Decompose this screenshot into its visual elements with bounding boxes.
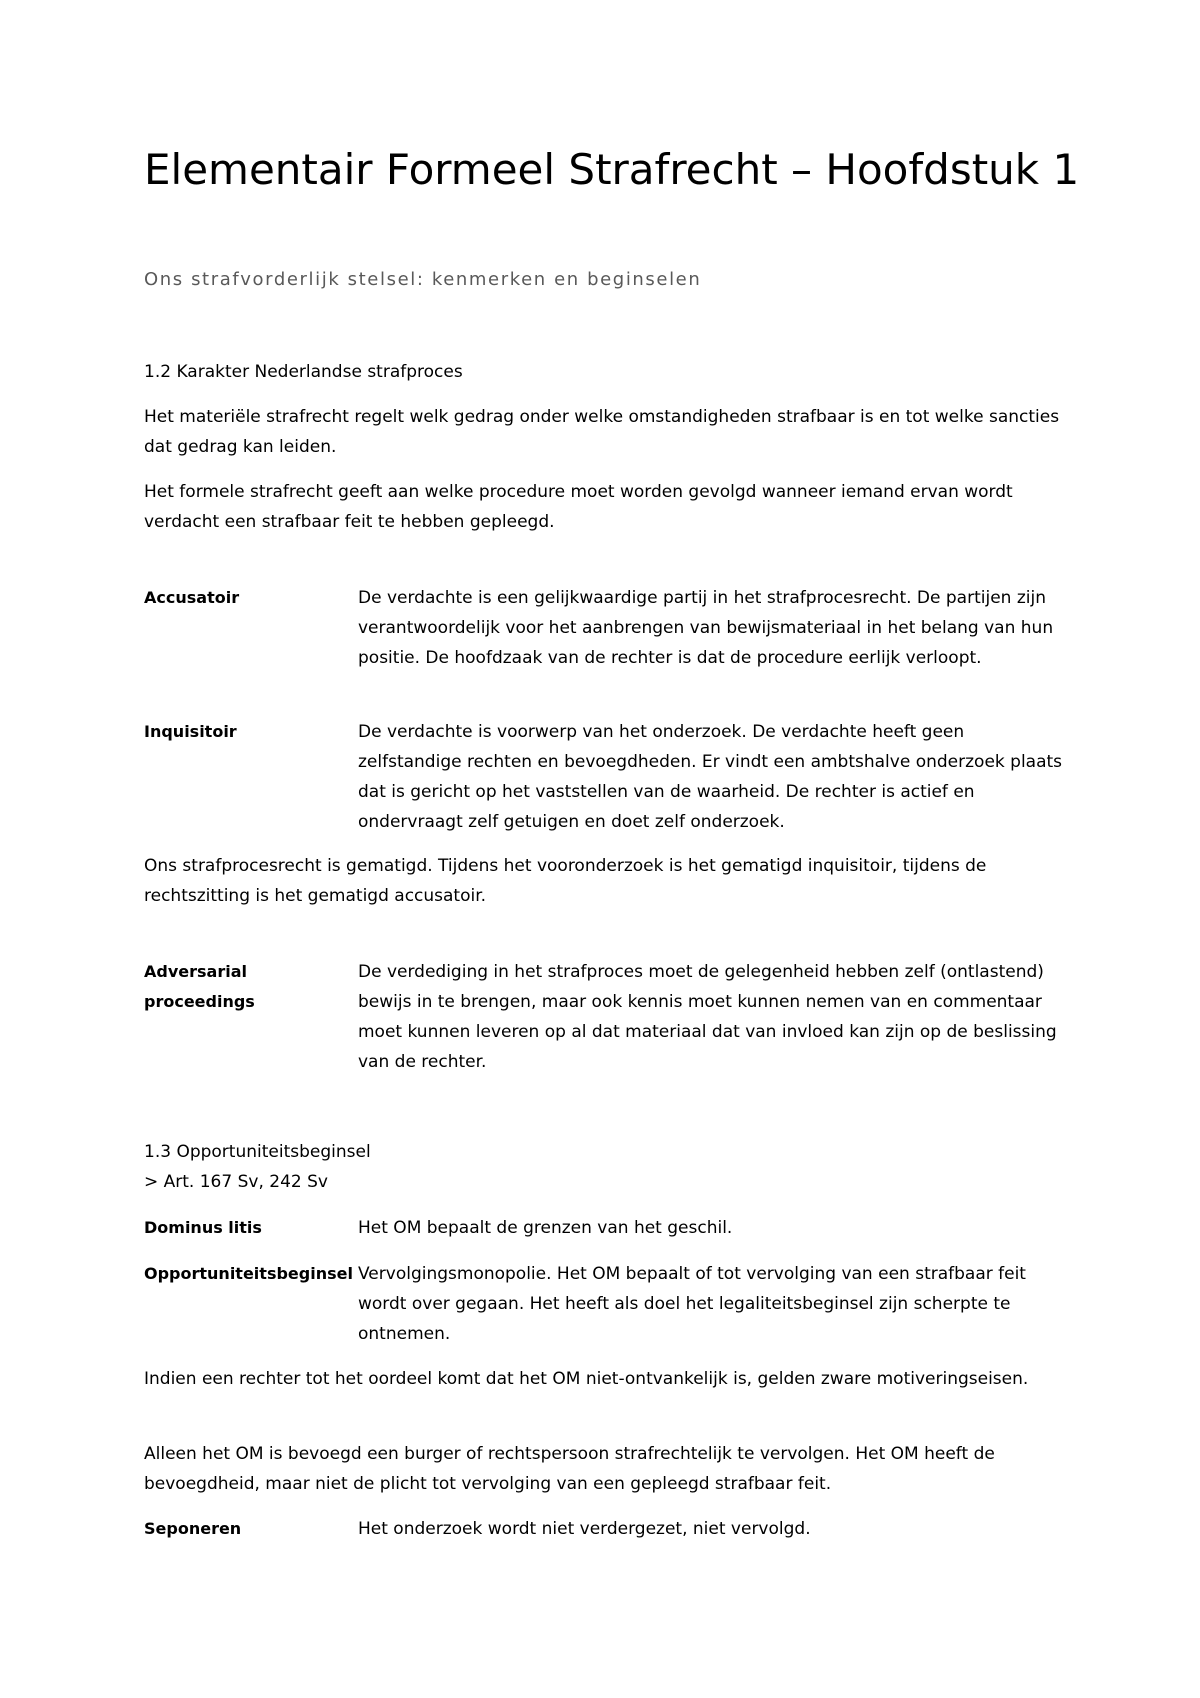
term-inquisitoir: Inquisitoir [144,722,237,741]
article-reference: > Art. 167 Sv, 242 Sv [144,1172,328,1192]
paragraph-vervolgingsbevoegdheid: Alleen het OM is bevoegd een burger of rechtspersoon strafrechtelijk te vervolgen. Het OM heeft de bevoegdheid, maar niet de plicht tot vervolging van een gepleegd strafbaar feit. [144,1444,995,1494]
paragraph-formeel: Het formele strafrecht geeft aan welke procedure moet worden gevolgd wanneer iemand ervan wordt verdacht een strafbaar feit te hebben gepleegd. [144,482,1013,532]
definition-opportuniteitsbeginsel: Vervolgingsmonopolie. Het OM bepaalt of tot vervolging van een strafbaar feit wordt over gegaan. Het heeft als doel het legaliteitsbeginsel zijn scherpte te ontnemen. [358,1264,1026,1344]
paragraph-materieel: Het materiële strafrecht regelt welk gedrag onder welke omstandigheden strafbaar is en tot welke sancties dat gedrag kan leiden. [144,407,1060,457]
term-adversarial-proceedings: Adversarial proceedings [144,962,255,1011]
paragraph-niet-ontvankelijk: Indien een rechter tot het oordeel komt dat het OM niet-ontvankelijk is, gelden zware motiveringseisen. [144,1369,1029,1389]
term-accusatoir: Accusatoir [144,588,240,607]
definition-accusatoir: De verdachte is een gelijkwaardige partij in het strafprocesrecht. De partijen zijn verantwoordelijk voor het aanbrengen van bewijsmateriaal in het belang van hun positie. De hoofdzaak van de rechter is dat de procedure eerlijk verloopt. [358,588,1054,668]
document-title: Elementair Formeel Strafrecht – Hoofdstuk 1 [144,145,1080,194]
definition-inquisitoir: De verdachte is voorwerp van het onderzoek. De verdachte heeft geen zelfstandige rechten en bevoegdheden. Er vindt een ambtshalve onderzoek plaats dat is gericht op het vaststellen van de waarheid. De rechter is actief en ondervraagt zelf getuigen en doet zelf onderzoek. [358,722,1063,832]
section-heading-1-2: 1.2 Karakter Nederlandse strafproces [144,362,463,382]
term-dominus-litis: Dominus litis [144,1218,262,1237]
definition-adversarial-proceedings: De verdediging in het strafproces moet de gelegenheid hebben zelf (ontlastend) bewijs in te brengen, maar ook kennis moet kunnen nemen van en commentaar moet kunnen leveren op al dat materiaal dat van invloed kan zijn op de beslissing van de rechter. [358,962,1057,1072]
definition-dominus-litis: Het OM bepaalt de grenzen van het geschil. [358,1218,733,1238]
section-heading-1-3: 1.3 Opportuniteitsbeginsel [144,1142,371,1162]
term-seponeren: Seponeren [144,1519,242,1538]
definition-seponeren: Het onderzoek wordt niet verdergezet, niet vervolgd. [358,1519,811,1539]
paragraph-gematigd: Ons strafprocesrecht is gematigd. Tijdens het vooronderzoek is het gematigd inquisitoir, tijdens de rechtszitting is het gematigd accusatoir. [144,856,987,906]
document-subtitle: Ons strafvorderlijk stelsel: kenmerken en beginselen [144,269,702,290]
term-opportuniteitsbeginsel: Opportuniteitsbeginsel [144,1264,353,1283]
